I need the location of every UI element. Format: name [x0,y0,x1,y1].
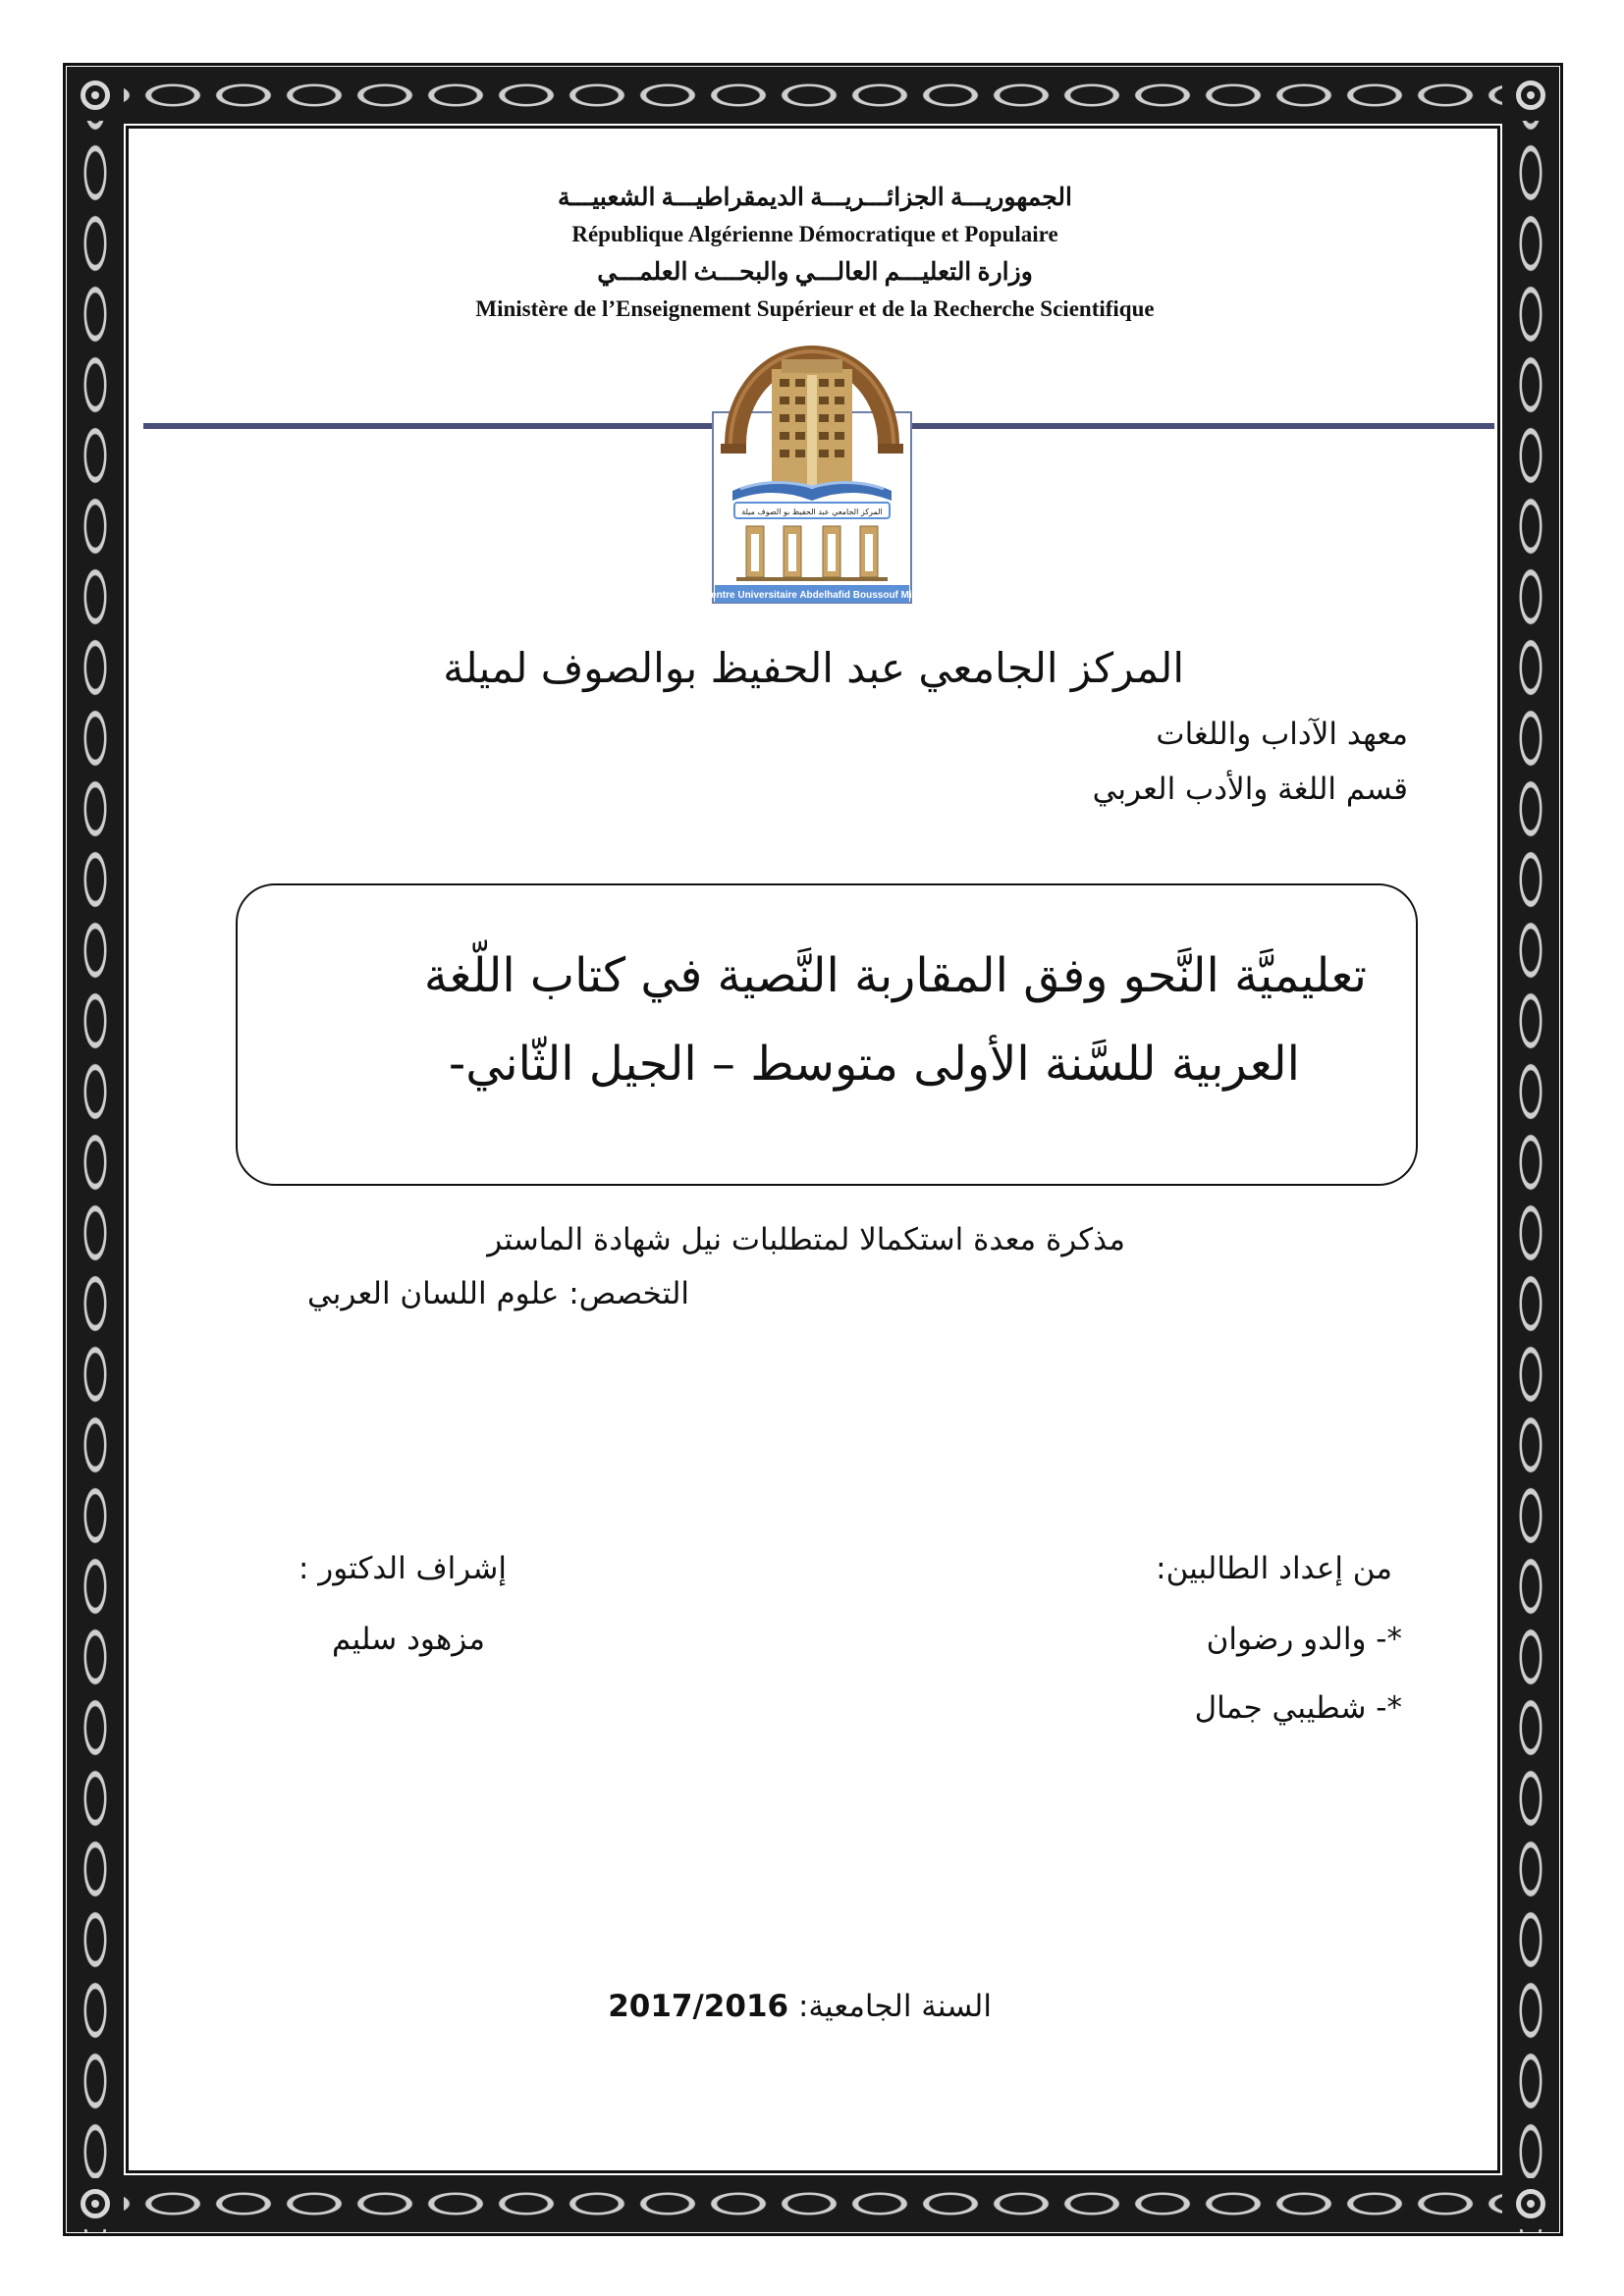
title-box [236,883,1418,1186]
svg-text:المركز الجامعي عبد الحفيظ بو ا: المركز الجامعي عبد الحفيظ بو الصوف ميلة [741,507,883,516]
student-name: *- والدو رضوان [1206,1622,1402,1657]
border-pattern-top [67,67,1559,124]
supervisor-name: مزهود سليم [332,1622,485,1657]
university-logo [711,316,913,605]
students-label: من إعداد الطالبين: [1156,1551,1392,1586]
corner-ornament-icon [1505,2178,1556,2229]
academic-year-value: 2017/2016 [608,1989,789,2024]
svg-text:Centre Universitaire Abdelhafi: Centre Universitaire Abdelhafid Boussouf Mila [711,590,913,601]
faculty-name: معهد الآداب واللغات [1156,717,1408,752]
student-name: *- شطيبي جمال [1194,1690,1402,1726]
specialty: التخصص: علوم اللسان العربي [306,1276,689,1311]
republic-french: République Algérienne Démocratique et Populaire [571,222,1058,246]
academic-year [608,1989,992,2024]
institution-name: المركز الجامعي عبد الحفيظ بوالصوف لميلة [443,644,1184,692]
corner-ornament-icon [1505,70,1556,121]
supervisor-label: إشراف الدكتور : [298,1551,507,1586]
academic-year-label: السنة الجامعية: [797,1989,992,2024]
republic-arabic: الجمهوريـــة الجزائـــريـــة الديمقراطيـــة الشعبيـــة [558,185,1072,211]
department-name: قسم اللغة والأدب العربي [1092,772,1408,807]
border-pattern-right [1502,67,1559,2232]
thesis-title-line-2: العربية للسَّنة الأولى متوسط – الجيل الثّاني- [448,1037,1300,1092]
header-rule-right [911,423,1494,429]
header-rule-left [143,423,713,429]
memo-purpose: مذكرة معدة استكمالا لمتطلبات نيل شهادة الماستر [487,1222,1125,1257]
corner-ornament-icon [70,2178,121,2229]
ministry-arabic: وزارة التعليـــم العالـــي والبحـــث العلمـــي [597,259,1033,286]
thesis-title-line-1: تعليميَّة النَّحو وفق المقاربة النَّصية في كتاب اللّغة [423,948,1367,1003]
corner-ornament-icon [70,70,121,121]
ministry-french: Ministère de l’Enseignement Supérieur et de la Recherche Scientifique [475,296,1155,321]
border-pattern-left [67,67,124,2232]
border-pattern-bottom [67,2175,1559,2232]
